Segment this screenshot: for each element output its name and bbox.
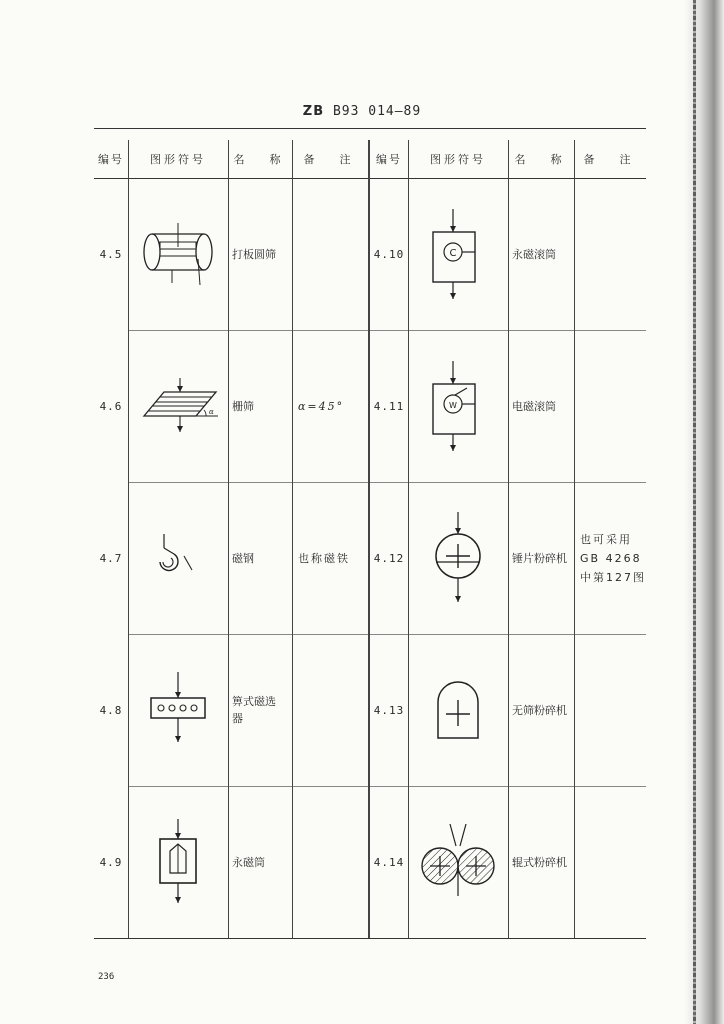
roller-mill-symbol	[408, 786, 508, 938]
drum-screen-symbol	[128, 178, 228, 330]
item-number: 4.7	[99, 551, 123, 565]
item-number: 4.11	[373, 399, 405, 413]
standard-code: B93 014—89	[332, 104, 422, 119]
permanent-magnet-drum-icon	[423, 204, 493, 304]
magnetic-hook-symbol	[128, 482, 228, 634]
item-name: 锤片粉碎机	[512, 551, 567, 565]
item-name: 永磁筒	[232, 855, 265, 869]
col-header-number: 编号	[376, 153, 402, 166]
standard-code-header	[0, 104, 724, 119]
item-name: 电磁滚筒	[512, 399, 556, 413]
screenless-mill-symbol	[408, 634, 508, 786]
item-name: 箅式磁选器	[232, 695, 276, 725]
item-note	[574, 634, 646, 786]
item-number: 4.12	[373, 551, 405, 565]
grizzly-screen-icon	[136, 376, 220, 436]
permanent-magnet-cylinder-icon	[148, 817, 208, 907]
bottom-rule	[94, 938, 646, 939]
item-note: 也称磁铁	[298, 551, 350, 565]
item-number: 4.6	[99, 399, 123, 413]
standard-prefix: ZB	[302, 104, 325, 119]
item-name: 无筛粉碎机	[512, 703, 567, 717]
scan-edge-line	[693, 0, 696, 1024]
page-number: 236	[98, 972, 115, 982]
col-header-symbol: 图形符号	[430, 153, 486, 166]
grate-magnetic-separator-icon	[143, 670, 213, 750]
drum-screen-icon	[138, 219, 218, 289]
col-header-name: 名 称	[514, 153, 568, 166]
col-header-name: 名 称	[233, 153, 287, 166]
item-number: 4.8	[99, 703, 123, 717]
col-header-note: 备 注	[303, 153, 357, 166]
item-number: 4.9	[99, 855, 123, 869]
item-number: 4.5	[99, 247, 123, 261]
item-note	[574, 786, 646, 938]
svg-text:α: α	[209, 408, 214, 416]
item-name: 永磁滚筒	[512, 247, 556, 261]
col-header-note: 备 注	[583, 153, 637, 166]
item-number: 4.13	[373, 703, 405, 717]
item-note	[292, 634, 368, 786]
top-rule	[94, 128, 646, 129]
svg-text:W: W	[449, 401, 457, 410]
roller-mill-icon	[418, 822, 498, 902]
item-note	[574, 178, 646, 330]
item-note: α=45°	[298, 399, 345, 413]
grate-magnetic-separator-symbol	[128, 634, 228, 786]
item-name: 磁钢	[232, 551, 254, 565]
screenless-mill-icon	[428, 670, 488, 750]
hammer-mill-symbol	[408, 482, 508, 634]
hammer-mill-icon	[423, 508, 493, 608]
item-note: 也可采用GB 4268中第127图	[580, 532, 646, 584]
permanent-magnet-cylinder-symbol	[128, 786, 228, 938]
col-header-number: 编号	[98, 153, 124, 166]
item-name: 栅筛	[232, 399, 254, 413]
magnetic-hook-icon	[148, 528, 208, 588]
item-number: 4.14	[373, 855, 405, 869]
item-name: 打板圆筛	[232, 247, 276, 261]
grizzly-screen-symbol	[128, 330, 228, 482]
item-note	[574, 330, 646, 482]
scan-edge-shadow	[684, 0, 724, 1024]
svg-text:C: C	[449, 248, 457, 259]
col-header-symbol: 图形符号	[150, 153, 206, 166]
item-note	[292, 786, 368, 938]
item-note	[292, 178, 368, 330]
permanent-magnet-drum-symbol	[408, 178, 508, 330]
electromagnetic-drum-symbol	[408, 330, 508, 482]
item-name: 辊式粉碎机	[512, 855, 567, 869]
item-number: 4.10	[373, 247, 405, 261]
electromagnetic-drum-icon	[423, 356, 493, 456]
